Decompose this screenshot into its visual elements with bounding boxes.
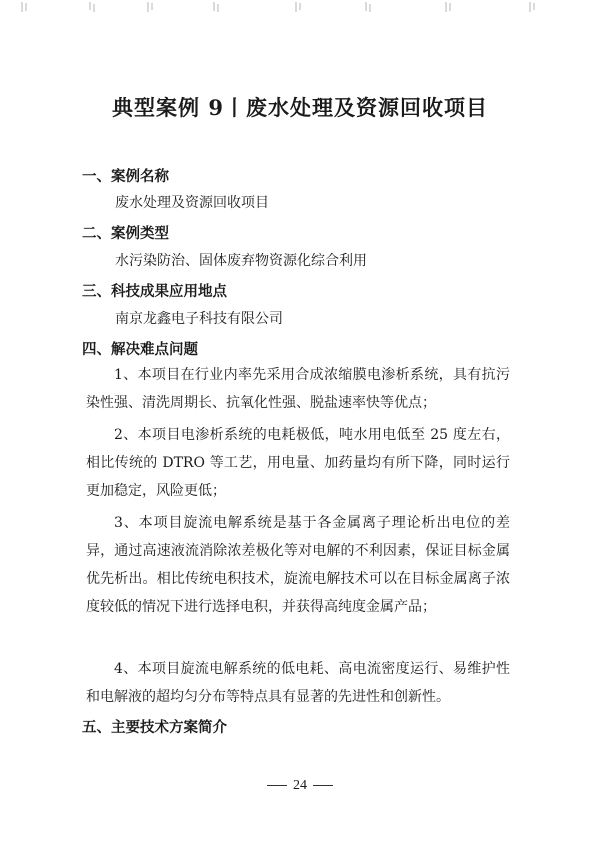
section-content-case-name: 废水处理及资源回收项目 <box>115 195 269 211</box>
page-number-dash-left <box>267 785 287 786</box>
paragraph-item-1: 1、本项目在行业内率先采用合成浓缩膜电渗析系统，具有抗污染性强、清洗周期长、抗氧化性强、脱盐速率快等优点； <box>86 367 510 411</box>
paragraph-item-2: 2、本项目电渗析系统的电耗极低，吨水用电低至 25 度左右，相比传统的 DTRO 等工艺，用电量、加药量均有所下降，同时运行更加稳定，风险更低； <box>86 427 510 499</box>
section-heading-problems-solved: 四、解决难点问题 <box>82 342 198 358</box>
page-title: 典型案例 9丨废水处理及资源回收项目 <box>112 95 488 120</box>
paragraph-item-4: 4、本项目旋流电解系统的低电耗、高电流密度运行、易维护性和电解液的超均匀分布等特点具有显著的先进性和创新性。 <box>86 661 510 705</box>
section-content-application-site: 南京龙鑫电子科技有限公司 <box>115 311 283 327</box>
section-content-case-type: 水污染防治、固体废弃物资源化综合利用 <box>115 253 367 269</box>
section-heading-technical-solution: 五、主要技术方案简介 <box>82 720 227 736</box>
page-number-dash-right <box>313 785 333 786</box>
page-number <box>0 778 600 794</box>
section-heading-case-type: 二、案例类型 <box>82 226 169 242</box>
section-heading-case-name: 一、案例名称 <box>82 169 169 185</box>
section-heading-application-site: 三、科技成果应用地点 <box>82 284 227 300</box>
page-number-value: 24 <box>293 778 307 793</box>
paragraph-item-3: 3、本项目旋流电解系统是基于各金属离子理论析出电位的差异，通过高速液流消除浓差极化等对电解的不利因素，保证目标金属优先析出。相比传统电积技术，旋流电解技术可以在目标金属离子浓度较低的情况下进行选择电积，并获得高纯度金属产品； <box>86 515 510 615</box>
scan-artifact-marks <box>0 0 600 14</box>
